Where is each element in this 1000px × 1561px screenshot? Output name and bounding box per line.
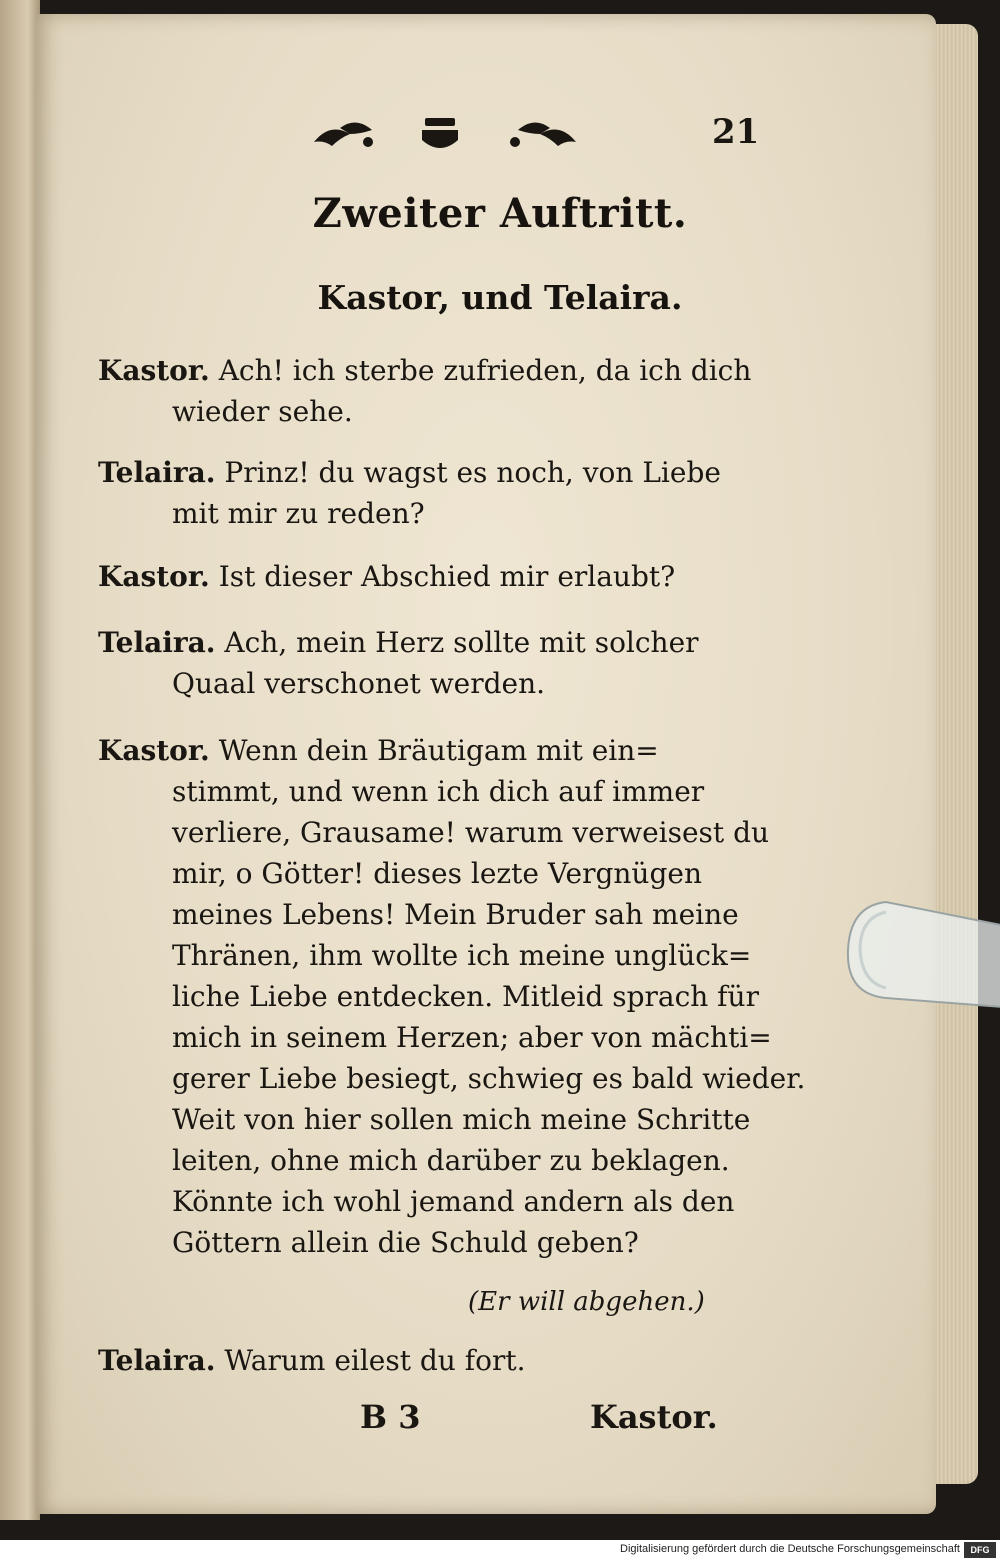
page-clip-icon	[846, 898, 1000, 1018]
dialogue-line: Thränen, ihm wollte ich meine unglück=	[172, 939, 752, 972]
page-stack-edge	[930, 24, 978, 1484]
dialogue-line: leiten, ohne mich darüber zu beklagen.	[172, 1144, 730, 1177]
dialogue-line	[98, 350, 798, 391]
dialogue-line	[98, 622, 798, 663]
dialogue-line: meines Lebens! Mein Bruder sah meine	[172, 898, 739, 931]
catchword: Kastor.	[590, 1398, 718, 1436]
dialogue-line: mich in seinem Herzen; aber von mächti=	[172, 1021, 772, 1054]
dialogue-line: mit mir zu reden?	[172, 497, 425, 530]
dialogue-line: stimmt, und wenn ich dich auf immer	[172, 775, 705, 808]
dialogue-text: Warum eilest du fort.	[224, 1344, 526, 1377]
dialogue-entry	[98, 350, 798, 432]
speaker-name: Kastor.	[98, 560, 210, 593]
dialogue-text: Prinz! du wagst es noch, von Liebe	[224, 456, 721, 489]
dialogue-text: Ach! ich sterbe zufrieden, da ich dich	[218, 354, 752, 387]
speaker-name: Telaira.	[98, 456, 216, 489]
dialogue-line: Könnte ich wohl jemand andern als den	[172, 1185, 735, 1218]
dialogue-entry	[98, 730, 806, 1263]
page-number: 21	[712, 112, 760, 152]
scene-characters: Kastor, und Telaira.	[317, 278, 683, 317]
dialogue-line	[98, 730, 798, 771]
footer-bar	[0, 1540, 1000, 1561]
ornament-icon	[310, 112, 580, 156]
dialogue-text: Wenn dein Bräutigam mit ein=	[218, 734, 659, 767]
dialogue-line: wieder sehe.	[172, 395, 353, 428]
dfg-logo: DFG	[964, 1542, 996, 1558]
signature-mark: B 3	[360, 1398, 421, 1436]
dialogue-line	[98, 1340, 798, 1381]
dialogue-line	[98, 452, 798, 493]
dialogue-line: mir, o Götter! dieses lezte Vergnügen	[172, 857, 702, 890]
stage-direction: (Er will abgehen.)	[468, 1287, 705, 1317]
dialogue-entry	[98, 452, 798, 534]
dialogue-line: verliere, Grausame! warum verweisest du	[172, 816, 770, 849]
dialogue-line: gerer Liebe besiegt, schwieg es bald wieder.	[172, 1062, 806, 1095]
dialogue-entry	[98, 1340, 798, 1381]
dialogue-line	[98, 556, 798, 597]
dialogue-line: Göttern allein die Schuld geben?	[172, 1226, 639, 1259]
scene-title: Zweiter Auftritt.	[312, 190, 688, 237]
dialogue-entry	[98, 622, 798, 704]
dialogue-line: liche Liebe entdecken. Mitleid sprach für	[172, 980, 759, 1013]
dialogue-text: Ach, mein Herz sollte mit solcher	[224, 626, 699, 659]
dialogue-line: Weit von hier sollen mich meine Schritte	[172, 1103, 751, 1136]
credit-text: Digitalisierung gefördert durch die Deutsche Forschungsgemeinschaft	[620, 1543, 960, 1555]
dialogue-line: Quaal verschonet werden.	[172, 667, 546, 700]
dialogue-text: Ist dieser Abschied mir erlaubt?	[218, 560, 676, 593]
speaker-name: Kastor.	[98, 734, 210, 767]
speaker-name: Kastor.	[98, 354, 210, 387]
speaker-name: Telaira.	[98, 1344, 216, 1377]
dialogue-entry	[98, 556, 798, 597]
speaker-name: Telaira.	[98, 626, 216, 659]
